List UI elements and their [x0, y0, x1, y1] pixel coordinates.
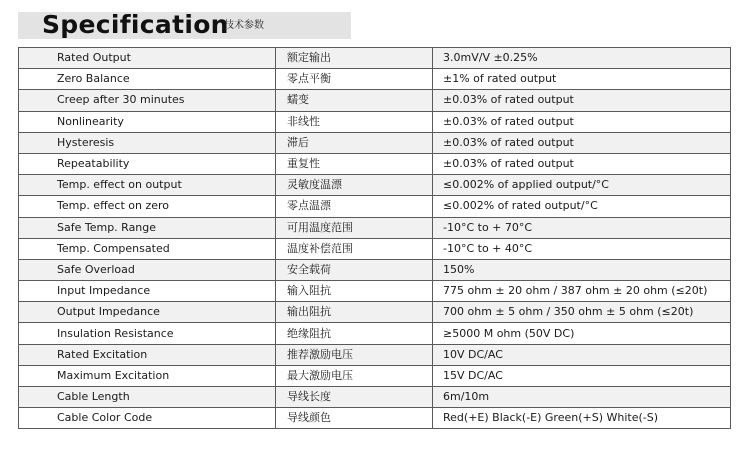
spec-value: 150%: [433, 259, 731, 280]
spec-name-zh: 最大激励电压: [276, 365, 433, 386]
spec-name-zh: 绝缘阻抗: [276, 323, 433, 344]
spec-name-en: Temp. effect on zero: [19, 196, 276, 217]
table-row: [19, 281, 731, 302]
spec-name-en: Output Impedance: [19, 302, 276, 323]
spec-value: ±0.03% of rated output: [433, 132, 731, 153]
spec-name-en: Safe Temp. Range: [19, 217, 276, 238]
table-row: [19, 69, 731, 90]
spec-name-en: Temp. Compensated: [19, 238, 276, 259]
spec-name-zh: 可用温度范围: [276, 217, 433, 238]
spec-name-zh: 导线长度: [276, 387, 433, 408]
spec-name-zh: 零点平衡: [276, 69, 433, 90]
spec-name-zh: 导线颜色: [276, 408, 433, 429]
spec-name-en: Maximum Excitation: [19, 365, 276, 386]
table-row: [19, 344, 731, 365]
spec-name-en: Cable Length: [19, 387, 276, 408]
spec-name-zh: 非线性: [276, 111, 433, 132]
spec-name-en: Rated Output: [19, 48, 276, 69]
page-subtitle: 技术参数: [224, 20, 264, 31]
spec-name-en: Input Impedance: [19, 281, 276, 302]
table-row: [19, 323, 731, 344]
spec-name-zh: 滞后: [276, 132, 433, 153]
spec-value: 6m/10m: [433, 387, 731, 408]
spec-value: ±1% of rated output: [433, 69, 731, 90]
spec-value: ≤0.002% of applied output/°C: [433, 175, 731, 196]
spec-value: 700 ohm ± 5 ohm / 350 ohm ± 5 ohm (≤20t): [433, 302, 731, 323]
table-row: [19, 48, 731, 69]
spec-name-zh: 推荐激励电压: [276, 344, 433, 365]
spec-name-en: Insulation Resistance: [19, 323, 276, 344]
table-row: [19, 387, 731, 408]
spec-name-zh: 输出阻抗: [276, 302, 433, 323]
table-row: [19, 90, 731, 111]
spec-name-en: Rated Excitation: [19, 344, 276, 365]
spec-value: ≥5000 M ohm (50V DC): [433, 323, 731, 344]
spec-value: 10V DC/AC: [433, 344, 731, 365]
spec-value: Red(+E) Black(-E) Green(+S) White(-S): [433, 408, 731, 429]
spec-value: 15V DC/AC: [433, 365, 731, 386]
spec-name-zh: 蠕变: [276, 90, 433, 111]
table-row: [19, 238, 731, 259]
spec-name-zh: 重复性: [276, 153, 433, 174]
spec-table: [18, 47, 731, 429]
table-row: [19, 217, 731, 238]
spec-value: ±0.03% of rated output: [433, 90, 731, 111]
spec-name-en: Repeatability: [19, 153, 276, 174]
spec-name-zh: 温度补偿范围: [276, 238, 433, 259]
spec-value: -10°C to + 40°C: [433, 238, 731, 259]
spec-name-zh: 灵敏度温漂: [276, 175, 433, 196]
spec-name-en: Zero Balance: [19, 69, 276, 90]
spec-name-zh: 额定输出: [276, 48, 433, 69]
table-row: [19, 259, 731, 280]
table-row: [19, 132, 731, 153]
spec-value: -10°C to + 70°C: [433, 217, 731, 238]
spec-value: 3.0mV/V ±0.25%: [433, 48, 731, 69]
page-title: Specification: [42, 10, 229, 39]
spec-value: 775 ohm ± 20 ohm / 387 ohm ± 20 ohm (≤20t): [433, 281, 731, 302]
spec-name-en: Cable Color Code: [19, 408, 276, 429]
spec-value: ≤0.002% of rated output/°C: [433, 196, 731, 217]
spec-name-zh: 安全载荷: [276, 259, 433, 280]
spec-name-en: Temp. effect on output: [19, 175, 276, 196]
table-row: [19, 365, 731, 386]
table-row: [19, 111, 731, 132]
spec-value: ±0.03% of rated output: [433, 153, 731, 174]
spec-name-zh: 零点温漂: [276, 196, 433, 217]
spec-value: ±0.03% of rated output: [433, 111, 731, 132]
table-row: [19, 408, 731, 429]
table-row: [19, 302, 731, 323]
spec-name-zh: 输入阻抗: [276, 281, 433, 302]
table-row: [19, 196, 731, 217]
table-row: [19, 175, 731, 196]
table-row: [19, 153, 731, 174]
spec-name-en: Creep after 30 minutes: [19, 90, 276, 111]
spec-name-en: Safe Overload: [19, 259, 276, 280]
spec-name-en: Nonlinearity: [19, 111, 276, 132]
spec-name-en: Hysteresis: [19, 132, 276, 153]
spec-table-body: [19, 48, 731, 429]
